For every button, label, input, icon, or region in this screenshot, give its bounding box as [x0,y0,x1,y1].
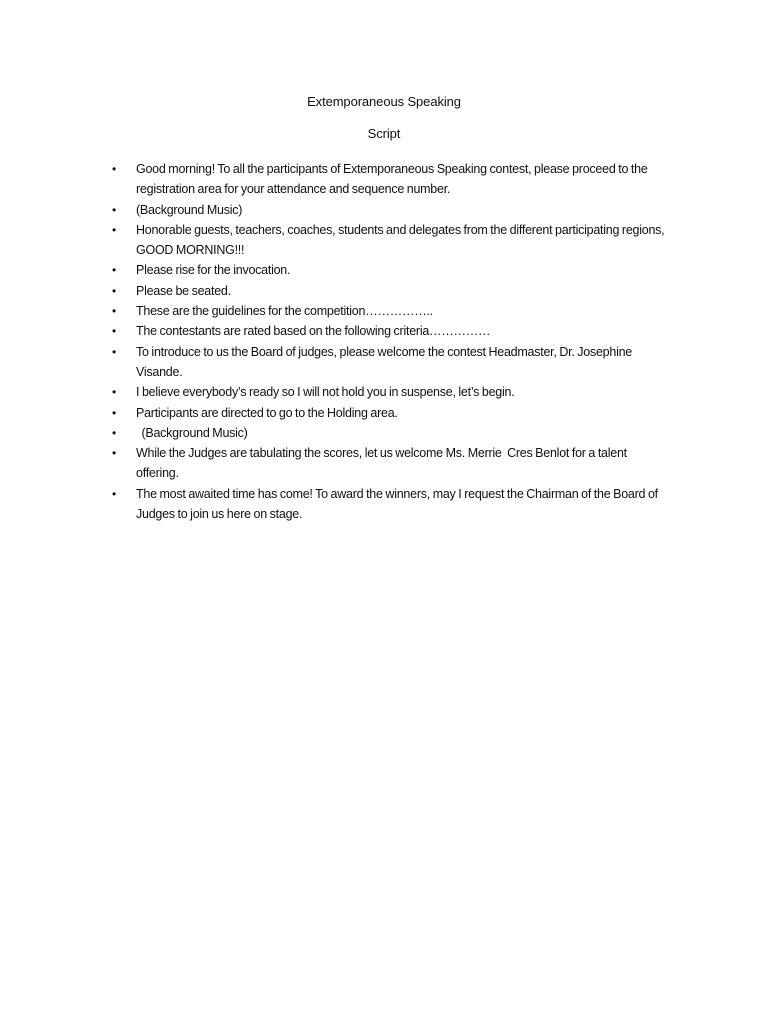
list-item [112,382,672,402]
bullet-icon: • [112,202,116,217]
list-item [112,443,672,484]
list-item [112,281,672,301]
bullet-icon: • [112,304,116,319]
bullet-icon: • [112,283,116,298]
list-item-text: Honorable guests, teachers, coaches, students and delegates from the different participating regions, GOOD MORNING!!! [136,222,665,258]
list-item [112,220,672,261]
bullet-icon: • [112,324,116,339]
list-item [112,260,672,280]
list-item-text: I believe everybody’s ready so I will not hold you in suspense, let’s begin. [136,385,515,400]
list-item-text: The contestants are rated based on the following criteria…………… [136,324,491,339]
list-item [112,484,672,525]
bullet-icon: • [112,222,116,237]
script-list [112,159,672,524]
document-subtitle: Script [367,126,401,141]
list-item-text: Please rise for the invocation. [136,263,291,278]
list-item-text: (Background Music) [136,425,248,440]
bullet-icon: • [112,344,116,359]
list-item-text: These are the guidelines for the competition…………….. [136,304,433,319]
bullet-icon: • [112,486,116,501]
list-item [112,301,672,321]
bullet-icon: • [112,263,116,278]
list-item [112,423,672,443]
bullet-icon: • [112,425,116,440]
list-item-text: The most awaited time has come! To award the winners, may I request the Chairman of the Board of Judges to join us here on stage. [136,486,658,522]
list-item [112,321,672,341]
list-item-text: While the Judges are tabulating the scores, let us welcome Ms. Merrie Cres Benlot for a talent offering. [136,446,630,481]
list-item [112,403,672,423]
list-item [112,200,672,220]
list-item-text: Please be seated. [136,283,231,298]
list-item-text: Good morning! To all the participants of Extemporaneous Speaking contest, please proceed to the registration area for your attendance and sequence number. [136,162,648,197]
bullet-icon: • [112,446,116,461]
list-item-text: To introduce to us the Board of judges, please welcome the contest Headmaster, Dr. Josephine Visande. [136,344,633,379]
list-item [112,342,672,383]
bullet-icon: • [112,405,116,420]
document-title: Extemporaneous Speaking [307,94,461,109]
list-item-text: Participants are directed to go to the Holding area. [136,405,398,420]
bullet-icon: • [112,385,116,400]
bullet-icon: • [112,162,116,176]
list-item-text: (Background Music) [136,202,243,217]
list-item [112,159,672,200]
